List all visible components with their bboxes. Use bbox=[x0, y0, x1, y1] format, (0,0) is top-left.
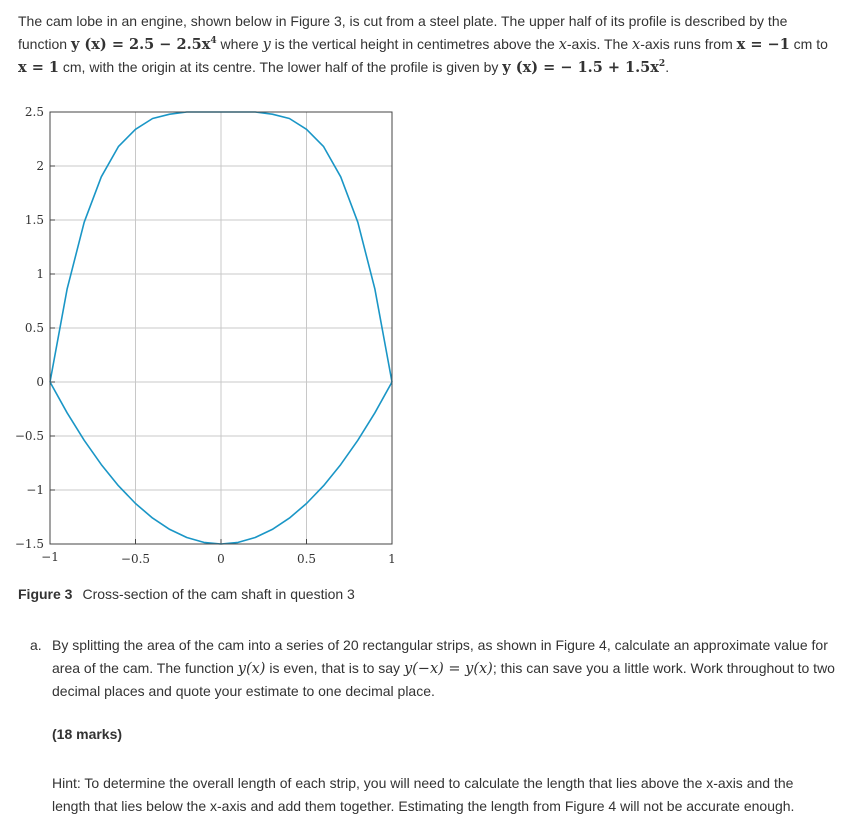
x-tick-label: −0.5 bbox=[120, 552, 151, 566]
question-a: a. By splitting the area of the cam into a series of 20 rectangular strips, as shown in Figure 4, calculate an approximate value for area of the cam. The function y(x) is even, that is to say y(−x) = y(x); this can save you a little work. Work throughout to two decimal places and quote your estimate to one decimal place. bbox=[30, 634, 852, 703]
y-tick-label: 0.5 bbox=[24, 321, 44, 335]
math-y: y bbox=[262, 36, 271, 53]
intro-paragraph: The cam lobe in an engine, shown below in Figure 3, is cut from a steel plate. The upper half of its profile is described by the function y $(x) = 2.5 - 2.5x^4$ where y is the vertical height in centimetres above the x-axis. The x-axis runs from x = −1 cm to x = 1 cm, with the origin at its centre. The lower half of the profile is given by y (x) = − $1.5 + 1.5x^2$. bbox=[18, 13, 828, 76]
x-tick-label: 0.5 bbox=[296, 552, 317, 566]
y-tick-label: −0.5 bbox=[14, 429, 44, 443]
hint-text: Hint: To determine the overall length of each strip, you will need to calculate the length that lies above the x-axis and the length that lies below the x-axis and add them together. Estimating the length from Figure 4 will not be accurate enough. bbox=[52, 775, 795, 814]
intro-text: The cam lobe in an engine, shown below in Figure 3, is cut from a steel plate. The upper half of its profile is described by the function bbox=[18, 13, 788, 52]
cam-profile-chart bbox=[0, 98, 420, 578]
question-label: a. bbox=[30, 637, 42, 653]
y-tick-label: 2.5 bbox=[24, 105, 44, 119]
y-tick-label: 1 bbox=[36, 267, 44, 281]
math-x: x bbox=[558, 36, 567, 53]
lower-profile-formula: y (x) = − $1.5 + 1.5x^2$ bbox=[502, 59, 666, 76]
figure-caption-text: Cross-section of the cam shaft in question 3 bbox=[82, 586, 355, 602]
x-tick-label: 1 bbox=[388, 552, 396, 566]
y-tick-label: 0 bbox=[36, 375, 44, 389]
y-tick-label: −1 bbox=[26, 483, 44, 497]
y-tick-label: 1.5 bbox=[24, 213, 44, 227]
upper-profile-formula: y $(x) = 2.5 - 2.5x^4$ bbox=[70, 35, 217, 53]
y-tick-label: −1.5 bbox=[14, 537, 44, 551]
figure-caption bbox=[18, 586, 355, 602]
x-tick-label: 0 bbox=[217, 552, 225, 566]
x-range-end: x = 1 bbox=[18, 59, 59, 76]
even-function-formula: y(−x) = y(x) bbox=[403, 660, 493, 677]
x-range-start: x = −1 bbox=[736, 35, 790, 53]
x-tick-label: −1 bbox=[41, 550, 59, 564]
math-x: x bbox=[632, 36, 641, 53]
math-yx: y(x) bbox=[237, 660, 266, 677]
marks-label: (18 marks) bbox=[52, 726, 123, 742]
figure-label: Figure 3 bbox=[18, 586, 73, 602]
y-tick-label: 2 bbox=[36, 159, 44, 173]
